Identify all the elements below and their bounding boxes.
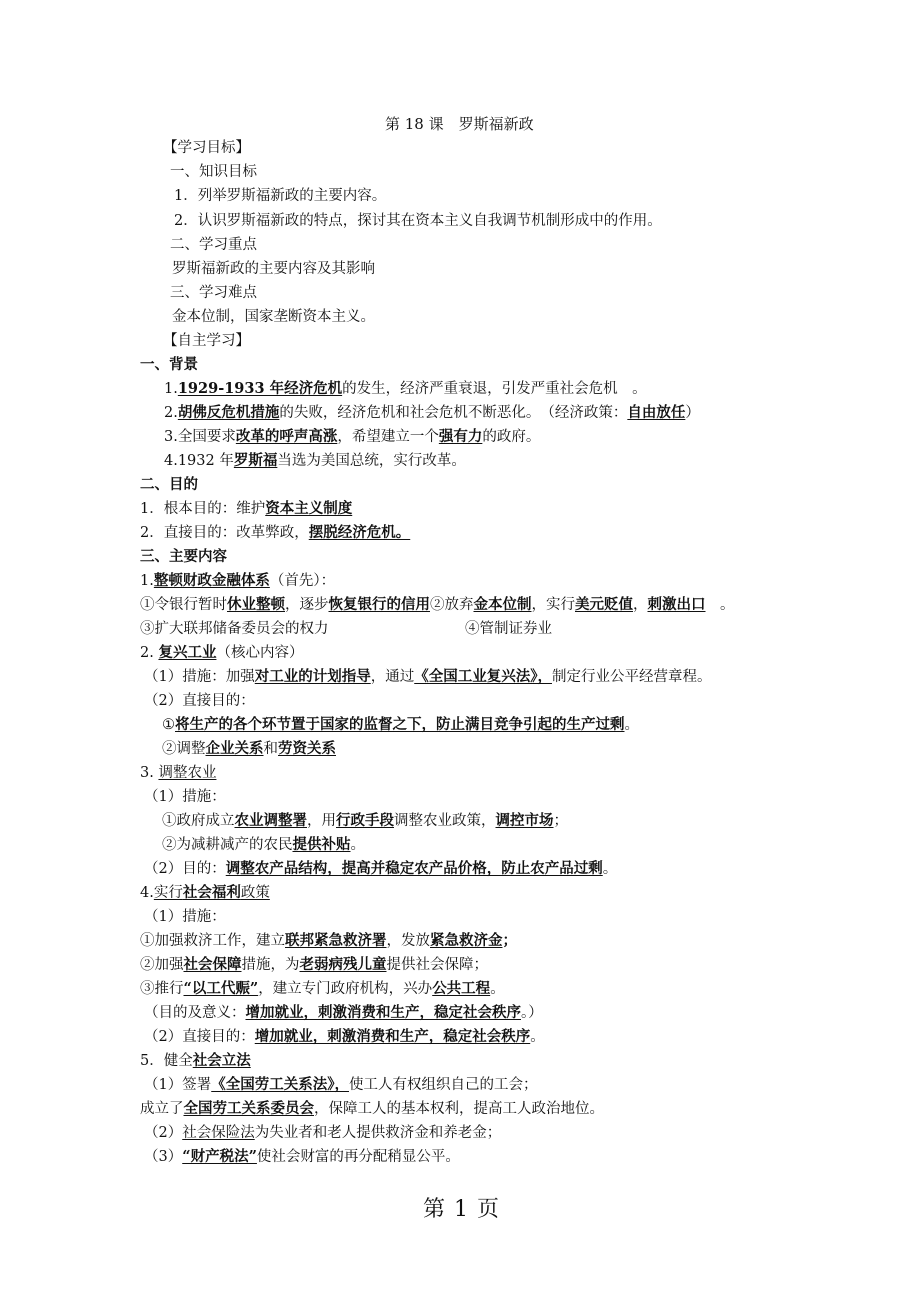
objectives-header: 【学习目标】: [163, 140, 250, 156]
page-title: 第 18 课 罗斯福新政: [385, 115, 534, 133]
difficulty-heading: 三、学习难点: [170, 285, 257, 301]
section-5-line-1: （1）签署《全国劳工关系法》，使工人有权组织自己的工会；: [144, 1076, 538, 1093]
knowledge-item-1: 1．列举罗斯福新政的主要内容。: [174, 188, 387, 204]
background-heading: 一、背景: [140, 356, 198, 373]
section-2-line-1: （1）措施：加强对工业的计划指导，通过《全国工业复兴法》，制定行业公平经营章程。: [144, 668, 712, 685]
section-3-line-3: ②为减耕减产的农民提供补贴。: [162, 836, 365, 853]
background-item-3: 3.全国要求改革的呼声高涨，希望建立一个强有力的政府。: [164, 428, 541, 445]
section-4-line-2: ①加强救济工作，建立联邦紧急救济署，发放紧急救济金；: [140, 932, 517, 949]
difficulty-text: 金本位制，国家垄断资本主义。: [172, 309, 375, 325]
section-4-line-3: ②加强社会保障措施，为老弱病残儿童提供社会保障；: [140, 956, 488, 973]
section-2-line-4: ②调整企业关系和劳资关系: [162, 740, 336, 757]
section-4-line-1: （1）措施：: [144, 909, 226, 925]
section-3-line-2: ①政府成立农业调整署，用行政手段调整农业政策，调控市场；: [162, 812, 568, 829]
purpose-heading: 二、目的: [140, 476, 198, 493]
section-3-line-4: （2）目的：调整农产品结构，提高并稳定农产品价格，防止农产品过剩。: [144, 860, 618, 877]
section-5-line-2: 成立了全国劳工关系委员会，保障工人的基本权利，提高工人政治地位。: [140, 1100, 604, 1117]
background-item-2: 2.胡佛反危机措施的失败，经济危机和社会危机不断恶化。 （经济政策：自由放任）: [164, 404, 700, 421]
section-1-line-1: ①令银行暂时休业整顿，逐步恢复银行的信用②放弃金本位制，实行美元贬值，刺激出口 。: [140, 596, 735, 613]
purpose-item-1: 1．根本目的：维护资本主义制度: [140, 500, 353, 517]
section-4-line-6: （2）直接目的：增加就业，刺激消费和生产，稳定社会秩序。: [144, 1028, 545, 1045]
focus-text: 罗斯福新政的主要内容及其影响: [172, 261, 375, 277]
section-1-line-2b: ④管制证券业: [465, 621, 552, 637]
section-3-line-1: （1）措施：: [144, 789, 226, 805]
self-study-header: 【自主学习】: [163, 333, 250, 349]
section-5-line-3: （2）社会保险法为失业者和老人提供救济金和养老金；: [144, 1125, 502, 1141]
knowledge-item-2: 2．认识罗斯福新政的特点，探讨其在资本主义自我调节机制形成中的作用。: [174, 213, 662, 229]
section-4-line-5: （目的及意义：增加就业，刺激消费和生产，稳定社会秩序。）: [144, 1004, 543, 1021]
page-number: 第 1 页: [423, 1197, 500, 1222]
section-2-line-2: （2）直接目的：: [144, 693, 255, 709]
section-1-heading: 1.整顿财政金融体系（首先）：: [140, 572, 336, 589]
focus-heading: 二、学习重点: [170, 237, 257, 253]
section-1-line-2a: ③扩大联邦储备委员会的权力: [140, 621, 329, 637]
section-5-heading: 5．健全社会立法: [140, 1052, 251, 1069]
purpose-item-2: 2．直接目的：改革弊政，摆脱经济危机。: [140, 524, 411, 541]
section-4-line-4: ③推行“以工代赈”，建立专门政府机构，兴办公共工程。: [140, 980, 505, 997]
background-item-4: 4.1932 年罗斯福当选为美国总统，实行改革。: [164, 452, 466, 469]
content-heading: 三、主要内容: [140, 548, 227, 565]
knowledge-heading: 一、知识目标: [170, 164, 257, 180]
section-2-line-3: ①将生产的各个环节置于国家的监督之下，防止满目竞争引起的生产过剩。: [162, 716, 639, 733]
section-5-line-4: （3）“财产税法”使社会财富的再分配稍显公平。: [144, 1148, 460, 1165]
background-item-1: 1.1929-1933 年经济危机的发生，经济严重衰退，引发严重社会危机 。: [164, 380, 647, 397]
section-3-heading: 3. 调整农业: [140, 765, 217, 781]
section-2-heading: 2. 复兴工业（核心内容）: [140, 644, 304, 661]
section-4-heading: 4.实行社会福利政策: [140, 884, 270, 901]
